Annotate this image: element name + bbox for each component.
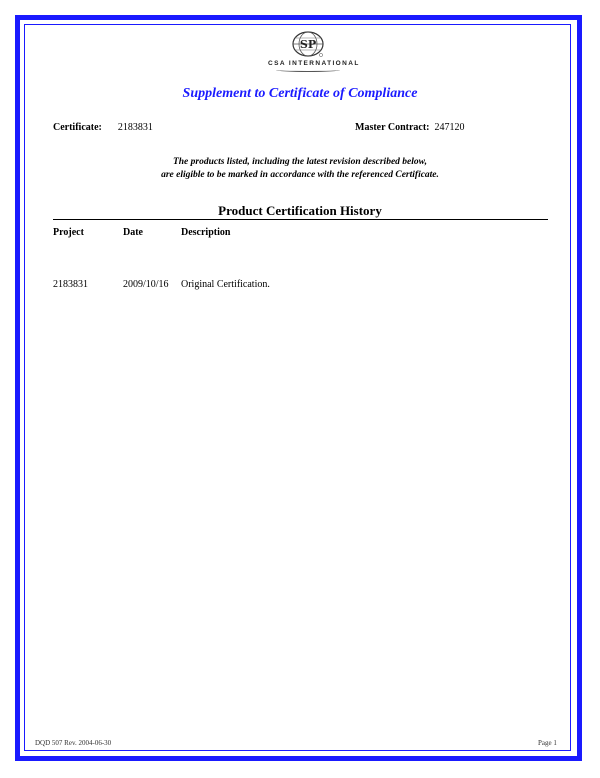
logo-swoosh (276, 68, 340, 72)
master-contract-field (355, 122, 465, 133)
row-project: 2183831 (53, 279, 88, 290)
row-description: Original Certification. (181, 279, 270, 290)
row-date: 2009/10/16 (123, 279, 169, 290)
page-inner-border (24, 24, 571, 751)
form-reference: DQD 507 Rev. 2004-06-30 (35, 739, 112, 747)
certificate-label: Certificate: (53, 122, 102, 133)
history-divider (53, 219, 548, 220)
column-header-date: Date (123, 227, 143, 238)
history-heading: Product Certification History (218, 203, 382, 218)
column-header-project: Project (53, 227, 84, 238)
master-contract-value: 247120 (434, 122, 465, 133)
master-contract-label: Master Contract: (355, 122, 430, 133)
statement-line-1: The products listed, including the latest revision described below, (172, 157, 428, 167)
svg-text:SP: SP (299, 38, 317, 51)
page-number: Page 1 (538, 739, 557, 747)
logo-text: CSA INTERNATIONAL (268, 60, 360, 67)
certificate-value: 2183831 (117, 122, 153, 133)
statement-line-2: are eligible to be marked in accordance with the referenced Certificate. (161, 170, 439, 180)
column-header-description: Description (181, 227, 231, 238)
csa-logo (268, 30, 360, 80)
eligibility-statement (0, 156, 600, 182)
document-title: Supplement to Certificate of Compliance (182, 86, 418, 101)
csa-logo-icon (291, 30, 325, 58)
certificate-field (53, 122, 153, 133)
